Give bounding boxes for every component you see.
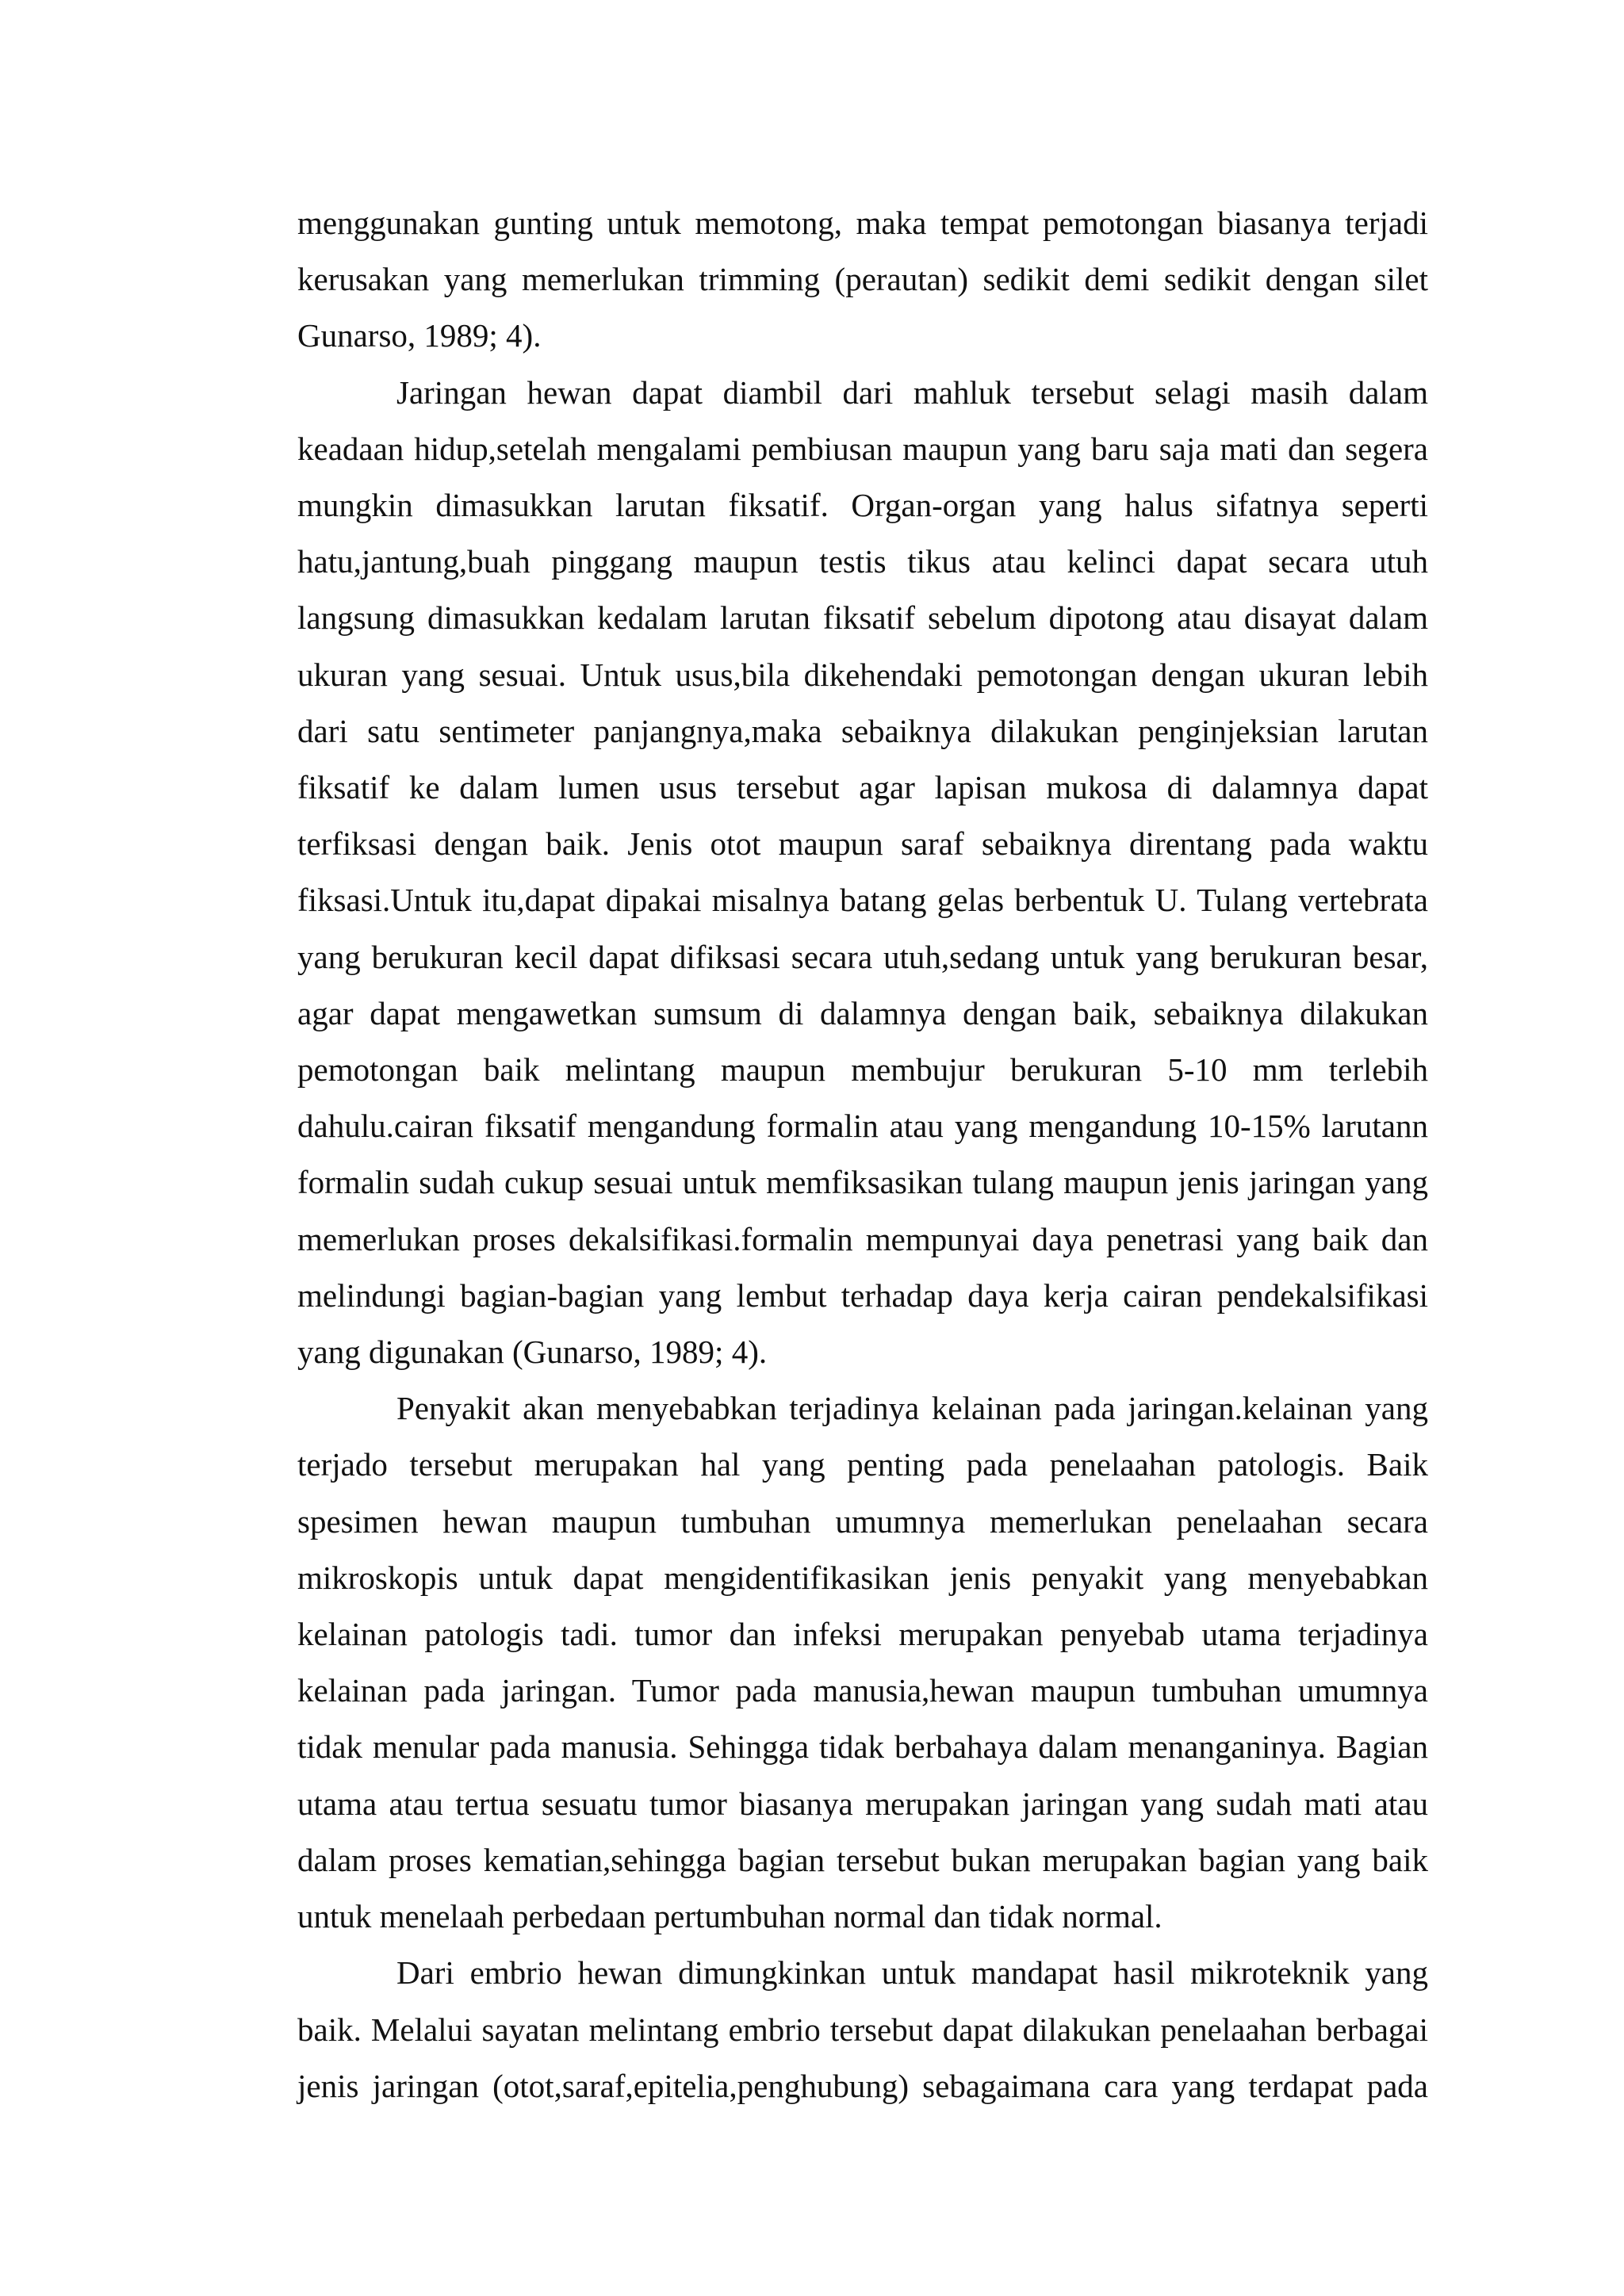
paragraph-jaringan-hewan: Jaringan hewan dapat diambil dari mahluk tersebut selagi masih dalam keadaan hidup,setelah mengalami pembiusan maupun yang baru saja mati dan segera mungkin dimasukkan larutan fiksatif. Organ-organ yang halus sifatnya seperti hatu,jantung,buah pinggang maupun testis tikus atau kelinci dapat secara utuh langsung dimasukkan kedalam larutan fiksatif sebelum dipotong atau disayat dalam ukuran yang sesuai. Untuk usus,bila dikehendaki pemotongan dengan ukuran lebih dari satu sentimeter panjangnya,maka sebaiknya dilakukan penginjeksian larutan fiksatif ke dalam lumen usus tersebut agar lapisan mukosa di dalamnya dapat terfiksasi dengan baik. Jenis otot maupun saraf sebaiknya direntang pada waktu fiksasi.Untuk itu,dapat dipakai misalnya batang gelas berbentuk U. Tulang vertebrata yang berukuran kecil dapat difiksasi secara utuh,sedang untuk yang berukuran besar, agar dapat mengawetkan sumsum di dalamnya dengan baik, sebaiknya dilakukan pemotongan baik melintang maupun membujur berukuran 5-10 mm terlebih dahulu.cairan fiksatif mengandung formalin atau yang mengandung 10-15% larutann formalin sudah cukup sesuai untuk memfiksasikan tulang maupun jenis jaringan yang memerlukan proses dekalsifikasi.formalin mempunyai daya penetrasi yang baik dan melindungi bagian-bagian yang lembut terhadap daya kerja cairan pendekalsifikasi yang digunakan (Gunarso, 1989; 4). [297,373,1428,1371]
paragraph-embrio: Dari embrio hewan dimungkinkan untuk mandapat hasil mikroteknik yang baik. Melalui sayatan melintang embrio tersebut dapat dilakukan penelaahan berbagai jenis jaringan (otot,saraf,epitelia,penghubung) sebagaimana cara yang terdapat pada [297,1954,1428,2104]
body-text [297,195,1428,2114]
paragraph-continued: menggunakan gunting untuk memotong, maka tempat pemotongan biasanya terjadi kerusakan yang memerlukan trimming (perautan) sedikit demi sedikit dengan silet Gunarso, 1989; 4). [297,205,1428,354]
paragraph-penyakit: Penyakit akan menyebabkan terjadinya kelainan pada jaringan.kelainan yang terjado tersebut merupakan hal yang penting pada penelaahan patologis. Baik spesimen hewan maupun tumbuhan umumnya memerlukan penelaahan secara mikroskopis untuk dapat mengidentifikasikan jenis penyakit yang menyebabkan kelainan patologis tadi. tumor dan infeksi merupakan penyebab utama terjadinya kelainan pada jaringan. Tumor pada manusia,hewan maupun tumbuhan umumnya tidak menular pada manusia. Sehingga tidak berbahaya dalam menanganinya. Bagian utama atau tertua sesuatu tumor biasanya merupakan jaringan yang sudah mati atau dalam proses kematian,sehingga bagian tersebut bukan merupakan bagian yang baik untuk menelaah perbedaan pertumbuhan normal dan tidak normal. [297,1390,1428,1935]
